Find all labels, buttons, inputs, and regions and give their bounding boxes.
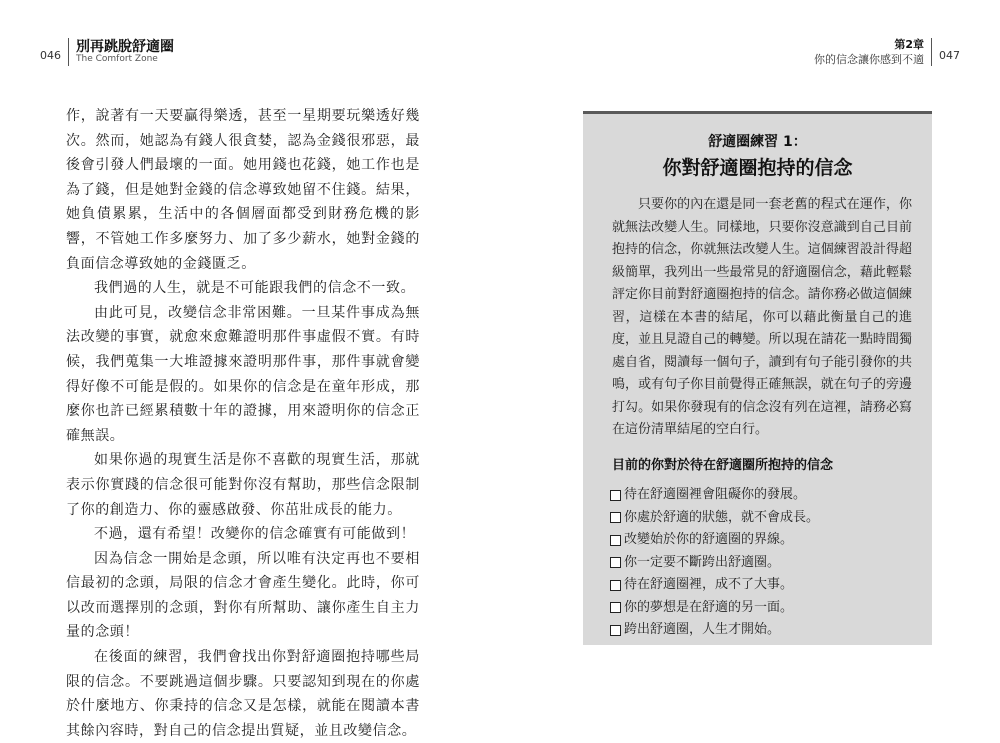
checklist-item — [610, 529, 819, 552]
body-paragraph: 因為信念一開始是念頭，所以唯有決定再也不要相信最初的念頭，局限的信念才會產生變化。此時，你可以改而選擇別的念頭，對你有所幫助、讓你產生自主力量的念頭！ — [66, 550, 420, 641]
checklist-item-label: 你處於舒適的狀態，就不會成長。 — [624, 509, 820, 525]
checklist-item-label: 待在舒適圈裡會阻礙你的發展。 — [624, 487, 807, 502]
checklist-item — [610, 574, 819, 597]
checklist-item-label: 你一定要不斷跨出舒適圈。 — [624, 554, 781, 570]
body-paragraph: 作，說著有一天要贏得樂透，甚至一星期要玩樂透好幾次。然而，她認為有錢人很貪婪，認為金錢很邪惡，最後會引發人們最壞的一面。她用錢也花錢，她工作也是為了錢，但是她對金錢的信念導致她留不住錢。結果，她負債累累，生活中的各個層面都受到財務危機的影響，不管她工作多麼努力、加了多少薪水，她對金錢的負面信念導致她的金錢匱乏。 — [66, 108, 420, 272]
exercise-heading: 舒適圈練習 1： — [708, 134, 807, 150]
exercise-title: 你對舒適圈抱持的信念 — [662, 157, 853, 179]
checklist-item-label: 待在舒適圈裡，成不了大事。 — [624, 577, 794, 592]
checklist-item-label: 改變始於你的舒適圈的界線。 — [624, 532, 794, 547]
header-divider — [68, 38, 69, 66]
checkbox-icon[interactable] — [610, 602, 621, 613]
left-page-number: 046 — [40, 49, 61, 62]
left-page-body — [66, 104, 420, 743]
checkbox-icon[interactable] — [610, 490, 621, 501]
checkbox-icon[interactable] — [610, 625, 621, 636]
checklist-item-label: 跨出舒適圈，人生才開始。 — [624, 622, 781, 637]
checkbox-icon[interactable] — [610, 557, 621, 568]
body-paragraph: 由此可見，改變信念非常困難。一旦某件事成為無法改變的事實，就愈來愈難證明那件事虛假不實。有時候，我們蒐集一大堆證據來證明那件事，那件事就會變得好像不可能是假的。如果你的信念是在童年形成，那麼你也許已經累積數十年的證據，用來證明你的信念正確無誤。 — [66, 304, 420, 444]
checklist-item — [610, 597, 819, 620]
checklist-item — [610, 484, 819, 507]
chapter-title: 你的信念讓你感到不適 — [814, 53, 924, 66]
checkbox-icon[interactable] — [610, 535, 621, 546]
checkbox-icon[interactable] — [610, 512, 621, 523]
checklist-item — [610, 619, 819, 642]
checklist-item — [610, 507, 819, 530]
body-paragraph: 在後面的練習，我們會找出你對舒適圈抱持哪些局限的信念。不要跳過這個步驟。只要認知到現在的你處於什麼地方、你秉持的信念又是怎樣，就能在閱讀本書其餘內容時，對自己的信念提出質疑，並且改變信念。 — [66, 649, 420, 739]
body-paragraph: 不過，還有希望！改變你的信念確實有可能做到！ — [94, 526, 416, 543]
exercise-instructions — [612, 194, 912, 442]
belief-checklist — [610, 484, 819, 642]
body-paragraph: 如果你過的現實生活是你不喜歡的現實生活，那就表示你實踐的信念很可能對你沒有幫助，那些信念限制了你的創造力、你的靈感啟發、你茁壯成長的能力。 — [66, 452, 420, 518]
exercise-paragraph: 只要你的內在還是同一套老舊的程式在運作，你就無法改變人生。同樣地，只要你沒意識到自己目前抱持的信念，你就無法改變人生。這個練習設計得超級簡單，我列出一些最常見的舒適圈信念，藉此輕鬆評定你目前對舒適圈抱持的信念。請你務必做這個練習，這樣在本書的結尾，你可以藉此衡量自己的進度，並且見證自己的轉變。所以現在請花一點時間獨處自省，閱讀每一個句子，讀到有句子能引發你的共鳴，或有句子你目前覺得正確無誤，就在句子的旁邊打勾。如果你發現有的信念沒有列在這裡，請務必寫在這份清單結尾的空白行。 — [612, 197, 912, 437]
checklist-item-label: 你的夢想是在舒適的另一面。 — [624, 599, 794, 615]
header-divider — [931, 38, 932, 66]
exercise-box — [583, 111, 932, 645]
checklist-item — [610, 552, 819, 575]
chapter-label: 第2章 — [894, 38, 924, 51]
body-paragraph: 我們過的人生，就是不可能跟我們的信念不一致。 — [94, 280, 416, 297]
checkbox-icon[interactable] — [610, 580, 621, 591]
right-running-header — [740, 36, 960, 68]
book-subtitle: The Comfort Zone — [76, 54, 158, 64]
book-title: 別再跳脫舒適圈 — [76, 39, 174, 55]
right-page-number: 047 — [939, 49, 960, 62]
checklist-title: 目前的你對於待在舒適圈所抱持的信念 — [612, 458, 834, 473]
